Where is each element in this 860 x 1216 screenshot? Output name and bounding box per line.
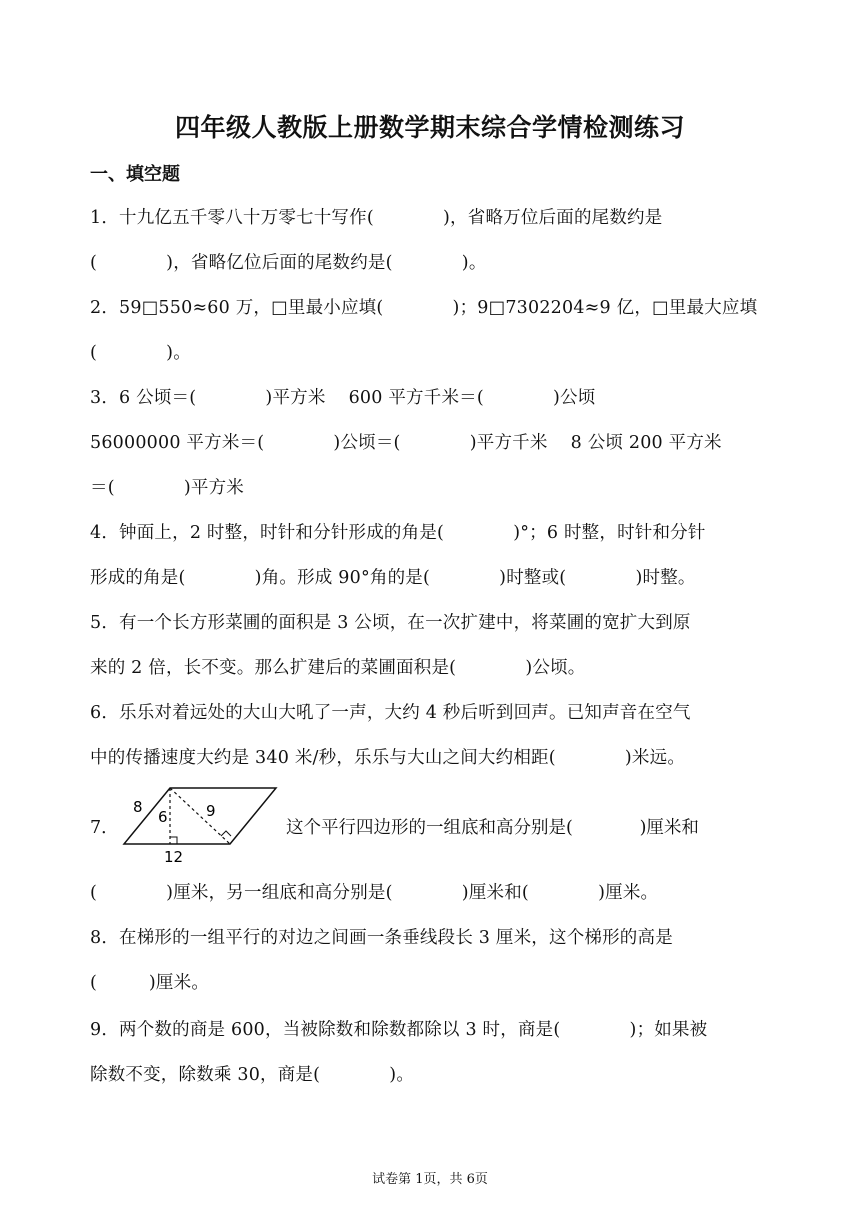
question-line: 56000000 平方米＝( )公顷＝( )平方千米 8 公顷 200 平方米 <box>90 433 722 453</box>
question-line: 1．十九亿五千零八十万零七十写作( )，省略万位后面的尾数约是 <box>90 208 663 228</box>
question-line: 5．有一个长方形菜圃的面积是 3 公顷，在一次扩建中，将菜圃的宽扩大到原 <box>90 613 691 633</box>
question-line: 6．乐乐对着远处的大山大吼了一声，大约 4 秒后听到回声。已知声音在空气 <box>90 703 691 723</box>
page-title: 四年级人教版上册数学期末综合学情检测练习 <box>174 113 685 142</box>
parallelogram-figure <box>120 784 280 864</box>
side-label: 8 <box>133 798 143 816</box>
parallelogram-shape <box>124 788 276 844</box>
question-line: 8．在梯形的一组平行的对边之间画一条垂线段长 3 厘米，这个梯形的高是 <box>90 928 673 948</box>
base-label: 12 <box>164 848 184 864</box>
question-line: 9．两个数的商是 600，当被除数和除数都除以 3 时，商是( )；如果被 <box>90 1020 708 1040</box>
right-angle-mark-2 <box>221 831 231 836</box>
question-line: 2．59□550≈60 万，□里最小应填( )；9□7302204≈9 亿，□里最大应填 <box>90 298 758 318</box>
question-line: ( )厘米。 <box>90 973 210 993</box>
height-label: 6 <box>158 808 168 826</box>
right-angle-mark <box>170 837 177 844</box>
question-line: ( )。 <box>90 343 191 363</box>
question-line: 中的传播速度大约是 340 米/秒，乐乐与大山之间大约相距( )米远。 <box>90 748 686 768</box>
question-line: ( )，省略亿位后面的尾数约是( )。 <box>90 253 487 273</box>
section-heading: 一、填空题 <box>90 164 180 185</box>
question-number: 7． <box>90 818 119 838</box>
question-line: 除数不变，除数乘 30，商是( )。 <box>90 1065 415 1085</box>
question-7-text: 这个平行四边形的一组底和高分别是( )厘米和 <box>286 818 699 838</box>
question-line: ( )厘米，另一组底和高分别是( )厘米和( )厘米。 <box>90 883 659 903</box>
question-7 <box>90 784 790 864</box>
question-line: 4．钟面上，2 时整，时针和分针形成的角是( )°；6 时整，时针和分针 <box>90 523 706 543</box>
question-line: 来的 2 倍，长不变。那么扩建后的菜圃面积是( )公顷。 <box>90 658 586 678</box>
diagonal-label: 9 <box>206 802 216 820</box>
question-line: 形成的角是( )角。形成 90°角的是( )时整或( )时整。 <box>90 568 696 588</box>
page-footer: 试卷第 1页，共 6页 <box>372 1172 488 1187</box>
question-line: 3．6 公顷＝( )平方米 600 平方千米＝( )公顷 <box>90 388 596 408</box>
question-line: ＝( )平方米 <box>90 478 245 498</box>
